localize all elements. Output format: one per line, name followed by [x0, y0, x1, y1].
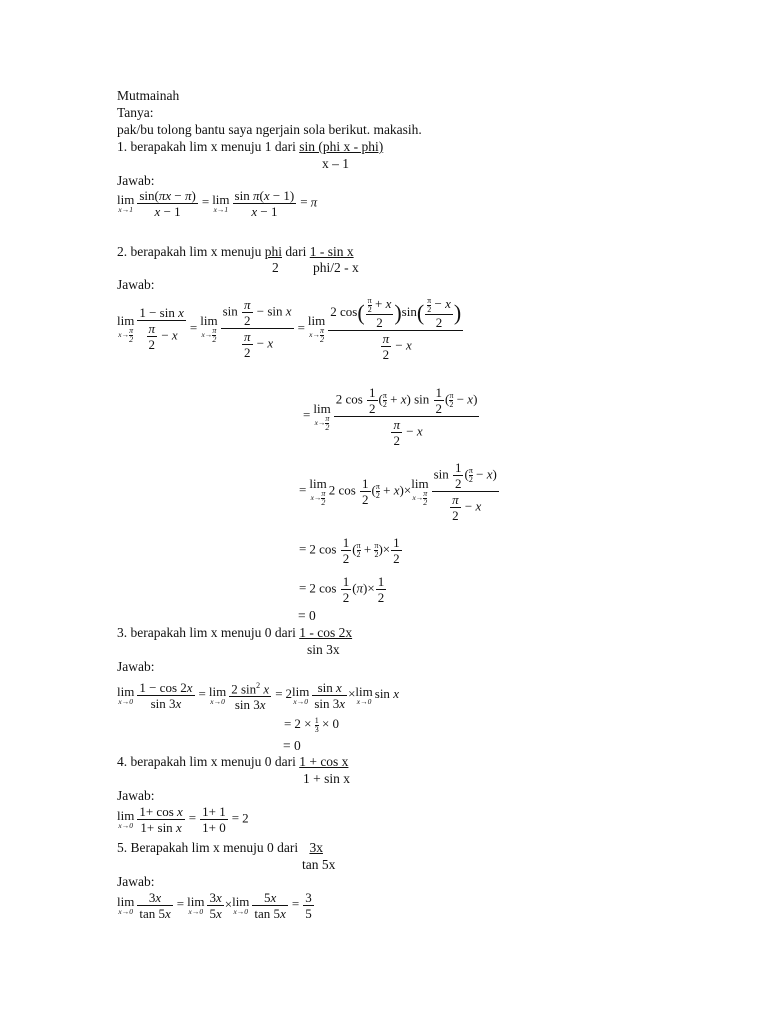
- q1-jawab: Jawab:: [117, 173, 155, 188]
- tanya-label: Tanya:: [117, 105, 154, 120]
- q5-denominator: tan 5x: [302, 857, 336, 872]
- q3-final: = 0: [283, 738, 301, 753]
- q5-question: [117, 840, 323, 856]
- q5-jawab: Jawab:: [117, 874, 155, 889]
- q5-solution: lim x→0 $\frac{3x}{\tan 5x}$ = lim x→0 $\frac{3x}{5x}$ × lim x→0 $\frac{5x}{\tan 5x}$ = $\frac{3}{5}$: [117, 890, 312, 921]
- q2-solution-line2: = lim x→ $\frac{\pi}{2}$ 2 cos $\frac{1}{2}$ ( $\frac{\pi}{2}$ + x) sin $\frac{1}{2}$ ( $\frac{\pi}{2}$ − x) $\frac{\pi}{2}$ − x: [303, 385, 478, 448]
- q2-final: = 0: [298, 608, 316, 623]
- q3-denominator: sin 3x: [307, 642, 340, 657]
- q1-denominator: x – 1: [322, 156, 349, 171]
- q2-numerator: 1 - sin x: [309, 244, 354, 259]
- q4-text: 4. berapakah lim x menuju 0 dari: [117, 754, 296, 769]
- q3-numerator: 1 - cos 2x: [299, 625, 353, 640]
- q2-solution-line5: = 2 cos $\frac{1}{2}$ (π)× $\frac{1}{2}$: [299, 574, 385, 605]
- request-text: pak/bu tolong bantu saya ngerjain sola berikut. makasih.: [117, 122, 422, 137]
- q2-jawab: Jawab:: [117, 277, 155, 292]
- q3-jawab: Jawab:: [117, 659, 155, 674]
- q1-numerator: sin (phi x - phi): [299, 139, 384, 154]
- q3-question: [117, 625, 352, 641]
- q2-phi: phi: [264, 244, 282, 259]
- q4-numerator: 1 + cos x: [299, 754, 349, 769]
- q4-solution: lim x→0 $\frac{\text{1+ cos x}}{\text{1+ sin x}}$ = $\frac{1+ 1}{1+ 0}$ = 2: [117, 804, 249, 835]
- q3-text: 3. berapakah lim x menuju 0 dari: [117, 625, 296, 640]
- q2-solution-line3: = lim x→ $\frac{\pi}{2}$ 2 cos $\frac{1}{2}$ ( $\frac{\pi}{2}$ + x)× lim x→ $\frac{\pi}{2}$ sin $\frac{1}{2}$ ( $\frac{\pi}{2}$ − x) $\frac{\pi}{2}$ − x: [299, 460, 497, 523]
- q2-solution-line1: lim x→ $\frac{\pi}{2}$ 1 − sin x $\frac{\pi}{2}$ − x = lim x→ $\frac{\pi}{2}$ sin $\frac{\pi}{2}$ − sin x $\frac{\pi}{2}$ − x = lim x→ $\frac{\pi}{2}$ 2 cos( $\frac{\pi}{2}$ + x 2 )sin( $\frac{\pi}{2}$ − x 2 ) $\frac{\pi}{2}$ − x: [117, 295, 462, 362]
- q3-solution-line2: = 2 × $\frac{1}{3}$ × 0: [284, 715, 340, 734]
- q2-den-a: 2: [272, 260, 279, 275]
- q2-text: 2. berapakah lim x menuju: [117, 244, 262, 259]
- q5-numerator: 3x: [309, 840, 323, 855]
- q2-solution-line4: = 2 cos $\frac{1}{2}$ ( $\frac{\pi}{2}$ + $\frac{\pi}{2}$ )× $\frac{1}{2}$: [299, 535, 400, 566]
- q4-question: [117, 754, 348, 770]
- q2-den-b: phi/2 - x: [313, 260, 359, 275]
- q3-solution-line1: lim x→0 $\frac{1 - \cos 2x}{\sin 3x}$ = lim x→0 $\frac{2 \sin^2 x}{\sin 3x}$ = 2 lim x→0 $\frac{\text{sin x}}{\sin 3x}$ × lim x→0 sin x: [117, 679, 399, 713]
- q1-text: 1. berapakah lim x menuju 1 dari: [117, 139, 296, 154]
- q1-question: [117, 139, 383, 155]
- q2-dari: dari: [285, 244, 307, 259]
- q2-question: [117, 244, 354, 260]
- author-name: Mutmainah: [117, 88, 180, 103]
- q4-jawab: Jawab:: [117, 788, 155, 803]
- q4-denominator: 1 + sin x: [303, 771, 350, 786]
- q1-solution: lim x→1 $\frac{\sin(\pi x - \pi)}{x - 1}$ = lim x→1 $\frac{\text{sin π(x − 1)}}{x - 1}$ = π: [117, 188, 318, 219]
- q5-text: 5. Berapakah lim x menuju 0 dari: [117, 840, 299, 855]
